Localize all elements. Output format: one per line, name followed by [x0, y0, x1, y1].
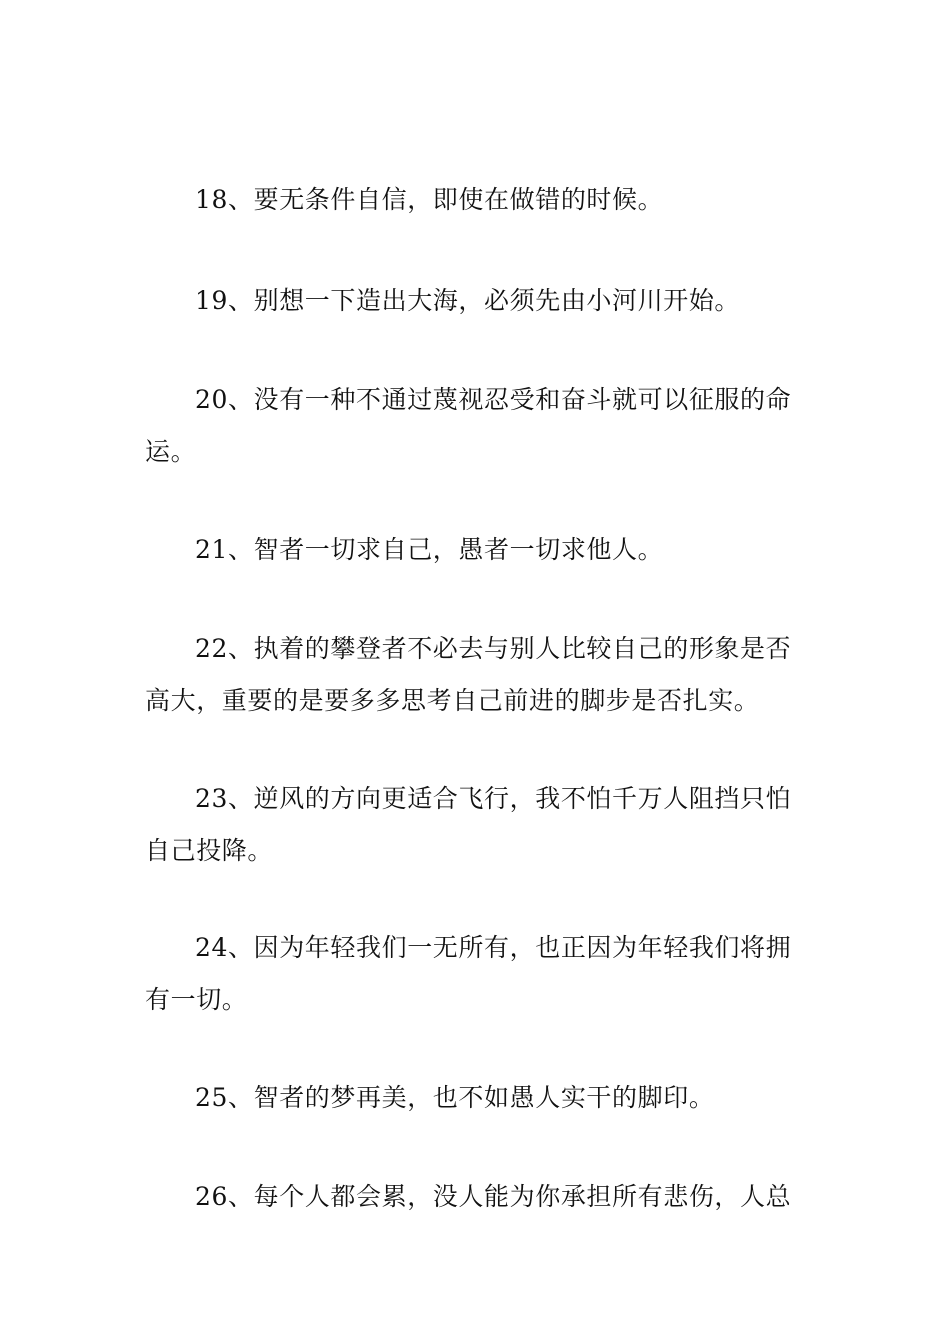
quote-paragraph-20: 20、没有一种不通过蔑视忍受和奋斗就可以征服的命运。 [145, 385, 792, 466]
quote-paragraph-25: 25、智者的梦再美，也不如愚人实干的脚印。 [195, 1083, 715, 1112]
quote-paragraph-24: 24、因为年轻我们一无所有，也正因为年轻我们将拥有一切。 [145, 933, 792, 1014]
quote-paragraph-23: 23、逆风的方向更适合飞行，我不怕千万人阻挡只怕自己投降。 [145, 784, 792, 865]
quote-paragraph-19: 19、别想一下造出大海，必须先由小河川开始。 [195, 286, 741, 315]
quote-paragraph-22: 22、执着的攀登者不必去与别人比较自己的形象是否高大，重要的是要多多思考自己前进的脚步是否扎实。 [145, 634, 792, 715]
quote-paragraph-26: 26、每个人都会累，没人能为你承担所有悲伤，人总 [195, 1182, 792, 1211]
quote-paragraph-21: 21、智者一切求自己，愚者一切求他人。 [195, 535, 664, 564]
quote-paragraph-18: 18、要无条件自信，即使在做错的时候。 [195, 185, 664, 214]
